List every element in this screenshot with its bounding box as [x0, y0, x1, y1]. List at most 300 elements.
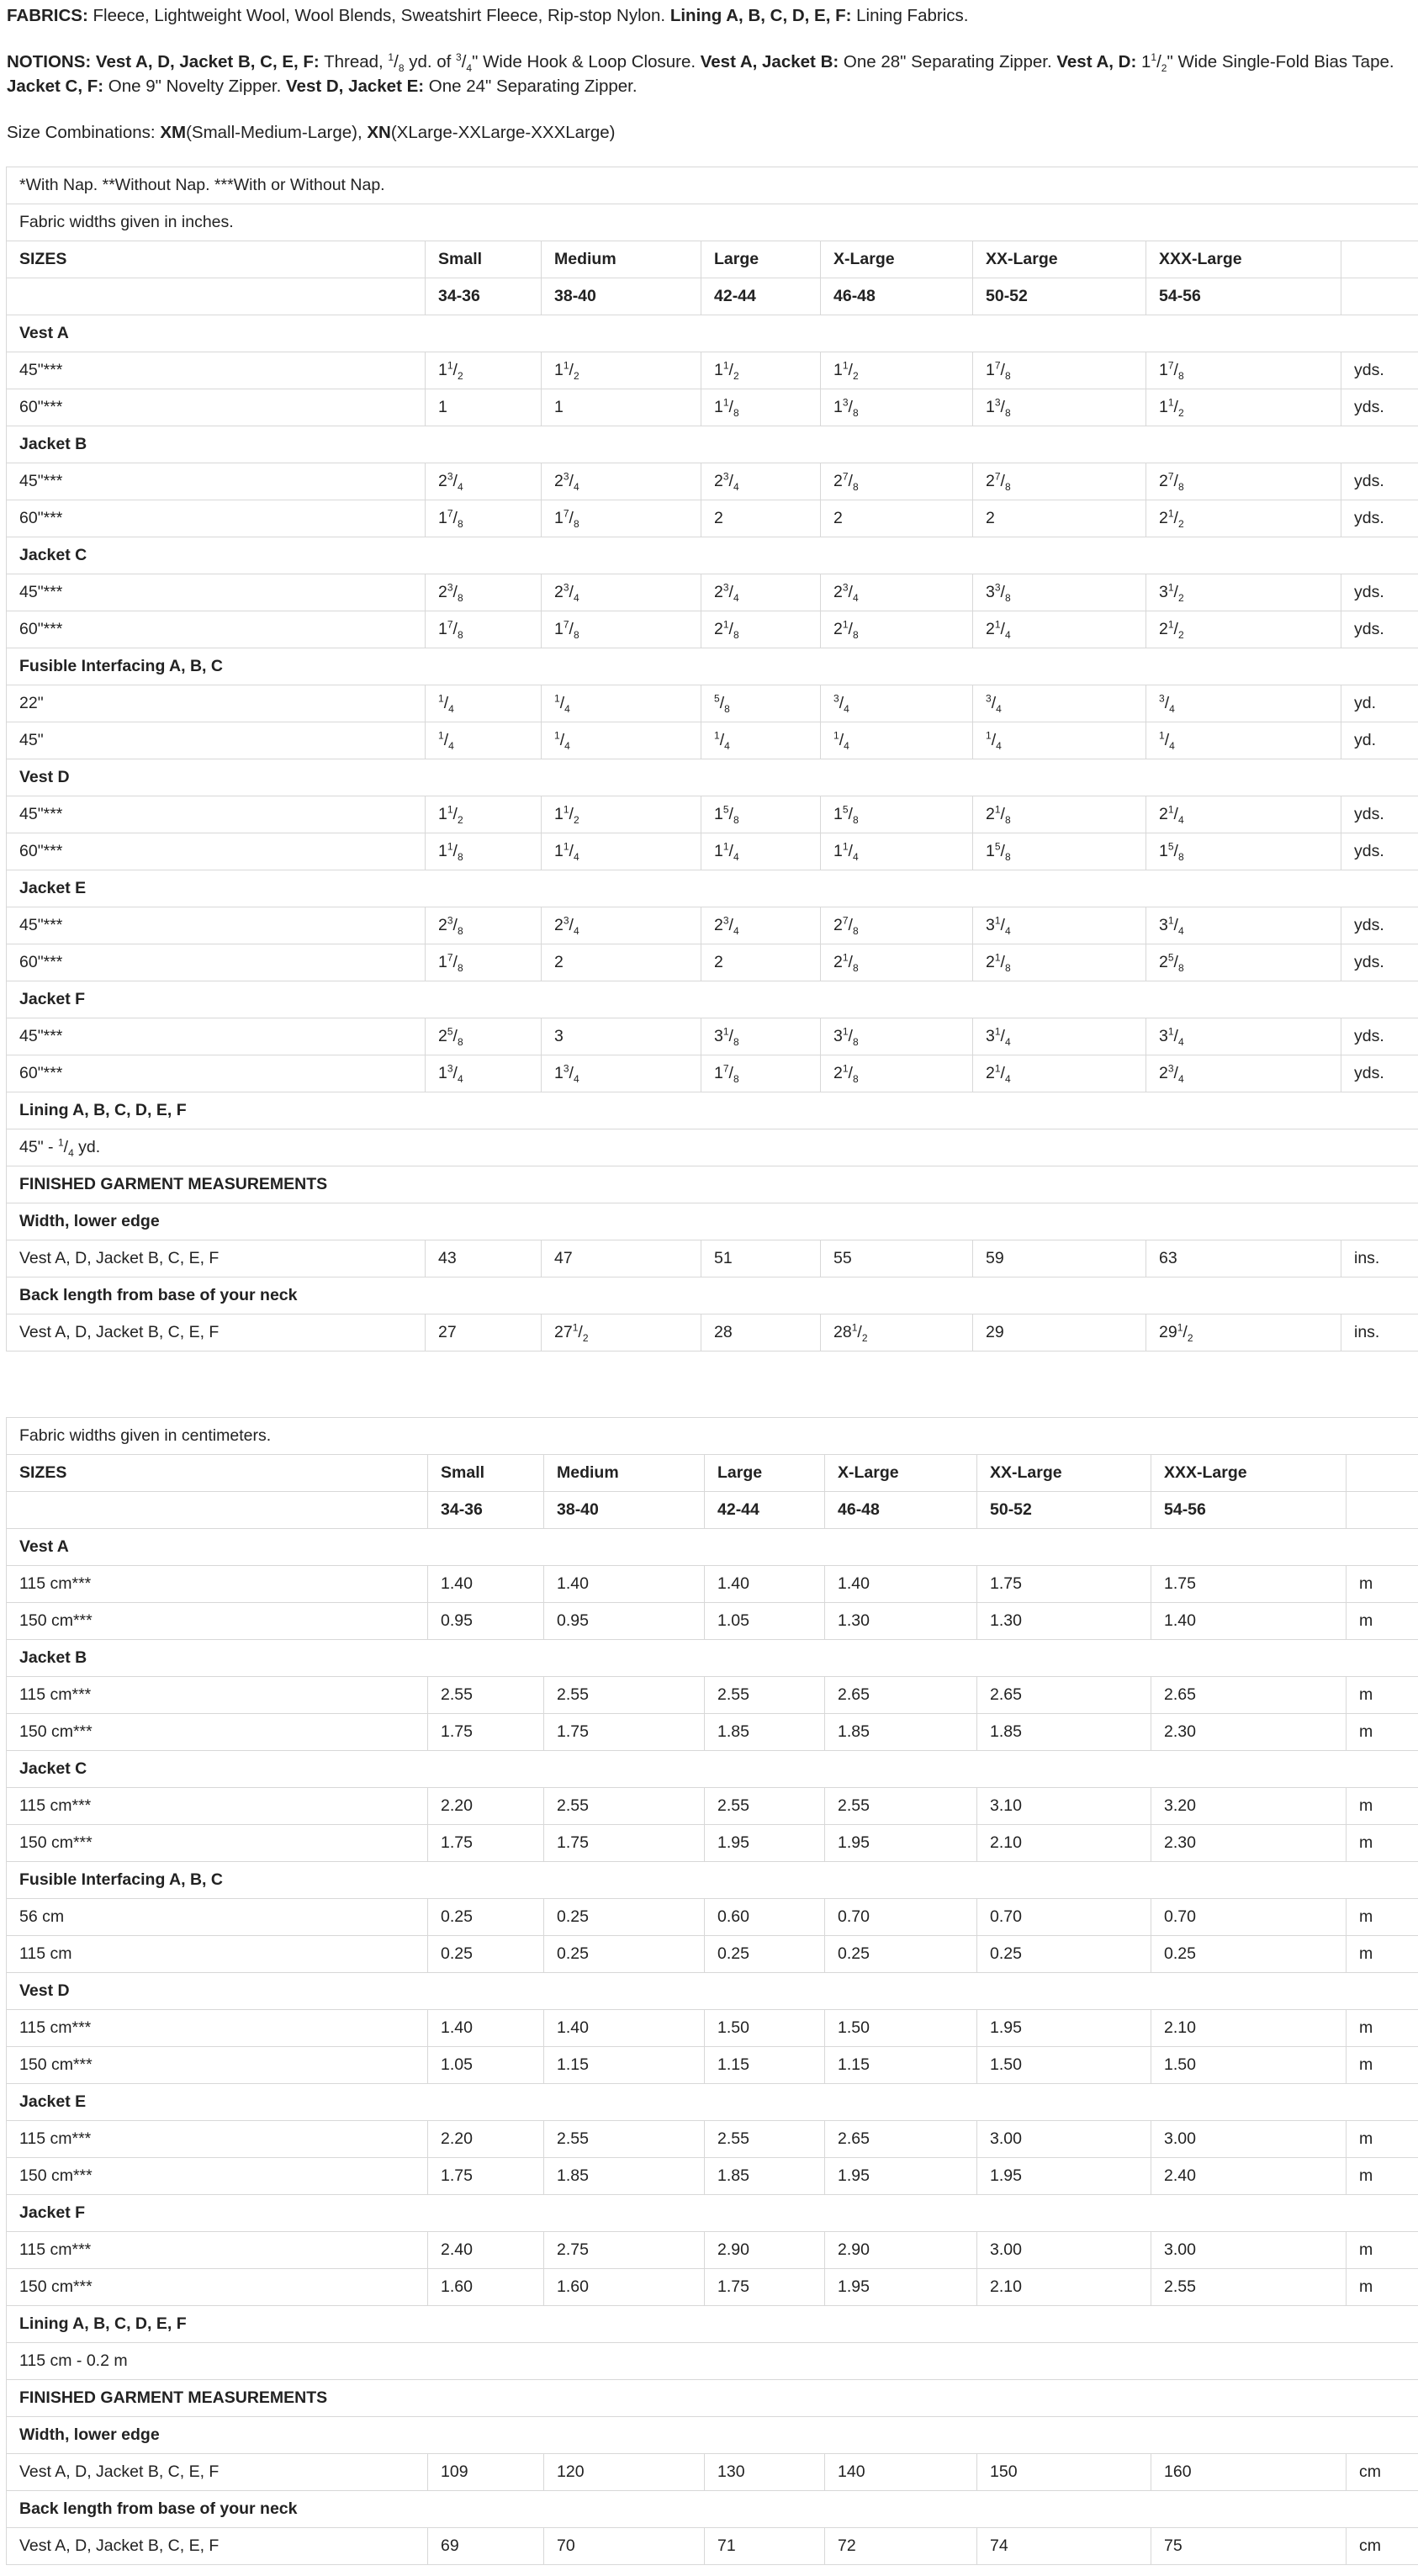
- unit-cell: m: [1347, 2010, 1418, 2047]
- unit-cell: yd.: [1341, 685, 1418, 722]
- table-row: [7, 1566, 1418, 1603]
- unit-header-cell: [1347, 1455, 1418, 1492]
- value-cell: $^1/_4$: [973, 722, 1146, 759]
- unit-cell: m: [1347, 1788, 1418, 1825]
- value-cell: $1^1/_4$: [542, 833, 701, 870]
- section-row: [7, 1862, 1418, 1899]
- header-row: [7, 1492, 1418, 1529]
- unit-cell: m: [1347, 2121, 1418, 2158]
- section-heading: Lining A, B, C, D, E, F: [7, 2306, 1418, 2343]
- value-cell: 1.95: [825, 1825, 977, 1862]
- value-cell: $1^1/_4$: [821, 833, 973, 870]
- row-label: 56 cm: [7, 1899, 428, 1936]
- section-row: [7, 648, 1418, 685]
- table-row: [7, 2121, 1418, 2158]
- value-cell: 1.85: [705, 2158, 825, 2195]
- section-heading: Back length from base of your neck: [7, 1277, 1418, 1314]
- value-cell: 2: [542, 944, 701, 981]
- value-cell: 2: [821, 500, 973, 537]
- table-row: [7, 611, 1418, 648]
- value-cell: $2^1/_8$: [701, 611, 821, 648]
- table-row: [7, 1677, 1418, 1714]
- value-cell: $2^3/_4$: [701, 463, 821, 500]
- unit-header-cell: [1341, 278, 1418, 315]
- row-label: 60"***: [7, 389, 426, 426]
- unit-cell: yds.: [1341, 389, 1418, 426]
- unit-cell: yds.: [1341, 500, 1418, 537]
- value-cell: $2^1/_2$: [1146, 611, 1341, 648]
- value-cell: $1^7/_8$: [1146, 352, 1341, 389]
- section-heading: Vest A: [7, 1529, 1418, 1566]
- size-header-cell: XXX-Large: [1151, 1455, 1347, 1492]
- size-header-cell: XXX-Large: [1146, 241, 1341, 278]
- value-cell: $1^7/_8$: [701, 1055, 821, 1092]
- value-cell: 1.85: [825, 1714, 977, 1751]
- table-row: [7, 2528, 1418, 2565]
- section-row: [7, 2084, 1418, 2121]
- size-header-cell: X-Large: [821, 241, 973, 278]
- value-cell: 1.85: [977, 1714, 1151, 1751]
- size-header-cell: 42-44: [701, 278, 821, 315]
- yardage-table-inches: [6, 167, 1418, 1351]
- value-cell: 69: [428, 2528, 544, 2565]
- value-cell: $2^3/_8$: [426, 574, 542, 611]
- note-cell: *With Nap. **Without Nap. ***With or Without Nap.: [7, 167, 1418, 204]
- unit-cell: m: [1347, 1677, 1418, 1714]
- value-cell: $1^7/_8$: [426, 611, 542, 648]
- bold-label: FABRICS:: [7, 6, 88, 25]
- yardage-table-centimeters: [6, 1417, 1418, 2565]
- value-cell: $1^1/_2$: [426, 796, 542, 833]
- size-header-cell: X-Large: [825, 1455, 977, 1492]
- row-label: 150 cm***: [7, 2269, 428, 2306]
- value-cell: 1.40: [544, 1566, 705, 1603]
- value-cell: $1^7/_8$: [973, 352, 1146, 389]
- section-row: [7, 2491, 1418, 2528]
- unit-cell: m: [1347, 2269, 1418, 2306]
- value-cell: $^1/_4$: [1146, 722, 1341, 759]
- row-label: 60"***: [7, 944, 426, 981]
- value-cell: $3^3/_8$: [973, 574, 1146, 611]
- row-label: 45"***: [7, 907, 426, 944]
- section-row: [7, 537, 1418, 574]
- unit-cell: yds.: [1341, 796, 1418, 833]
- value-cell: $1^1/_8$: [426, 833, 542, 870]
- row-label: 150 cm***: [7, 1825, 428, 1862]
- value-cell: 28: [701, 1314, 821, 1351]
- value-cell: 1.95: [705, 1825, 825, 1862]
- value-cell: $1^7/_8$: [426, 500, 542, 537]
- value-cell: $2^3/_4$: [701, 574, 821, 611]
- row-label: 60"***: [7, 1055, 426, 1092]
- text-run: Size Combinations:: [7, 123, 161, 142]
- note-row: [7, 204, 1418, 241]
- table-row: [7, 796, 1418, 833]
- text-run: (Small-Medium-Large),: [186, 123, 368, 142]
- value-cell: 130: [705, 2454, 825, 2491]
- value-cell: 1.40: [825, 1566, 977, 1603]
- text-run: One 9" Novelty Zipper.: [103, 77, 287, 96]
- value-cell: $^1/_4$: [542, 722, 701, 759]
- value-cell: 3.00: [1151, 2232, 1347, 2269]
- row-label: Vest A, D, Jacket B, C, E, F: [7, 1240, 426, 1277]
- value-cell: 47: [542, 1240, 701, 1277]
- value-cell: 71: [705, 2528, 825, 2565]
- value-cell: 1.95: [977, 2010, 1151, 2047]
- value-cell: 0.70: [1151, 1899, 1347, 1936]
- value-cell: $2^5/_8$: [1146, 944, 1341, 981]
- value-cell: 2.65: [825, 2121, 977, 2158]
- value-cell: 43: [426, 1240, 542, 1277]
- value-cell: 2: [701, 944, 821, 981]
- value-cell: $2^1/_8$: [973, 796, 1146, 833]
- value-cell: 27: [426, 1314, 542, 1351]
- unit-header-cell: [1347, 1492, 1418, 1529]
- section-row: [7, 1973, 1418, 2010]
- value-cell: $1^5/_8$: [973, 833, 1146, 870]
- value-cell: $3^1/_8$: [821, 1018, 973, 1055]
- value-cell: 2.65: [1151, 1677, 1347, 1714]
- section-heading: FINISHED GARMENT MEASUREMENTS: [7, 2380, 1418, 2417]
- value-cell: 1: [542, 389, 701, 426]
- table-row: [7, 2158, 1418, 2195]
- value-cell: 55: [821, 1240, 973, 1277]
- value-cell: $1^5/_8$: [1146, 833, 1341, 870]
- bold-label: NOTIONS: Vest A, D, Jacket B, C, E, F:: [7, 52, 320, 71]
- unit-cell: m: [1347, 1936, 1418, 1973]
- table-row: [7, 1603, 1418, 1640]
- value-cell: 63: [1146, 1240, 1341, 1277]
- size-header-cell: XX-Large: [973, 241, 1146, 278]
- value-cell: 72: [825, 2528, 977, 2565]
- row-label: 45"***: [7, 574, 426, 611]
- table-row: [7, 1788, 1418, 1825]
- unit-cell: m: [1347, 2158, 1418, 2195]
- unit-cell: m: [1347, 1899, 1418, 1936]
- value-cell: 1.05: [428, 2047, 544, 2084]
- value-cell: 1.50: [825, 2010, 977, 2047]
- note-row: [7, 1418, 1418, 1455]
- value-cell: 0.25: [428, 1936, 544, 1973]
- value-cell: 1.40: [705, 1566, 825, 1603]
- table-row: [7, 500, 1418, 537]
- section-heading: Jacket E: [7, 870, 1418, 907]
- unit-cell: yds.: [1341, 907, 1418, 944]
- note-row: [7, 2343, 1418, 2380]
- sizes-label: SIZES: [7, 1455, 428, 1492]
- value-cell: $^1/_4$: [701, 722, 821, 759]
- value-cell: 1.40: [544, 2010, 705, 2047]
- value-cell: $2^5/_8$: [426, 1018, 542, 1055]
- value-cell: 70: [544, 2528, 705, 2565]
- value-cell: 1.75: [428, 1825, 544, 1862]
- value-cell: 3.00: [1151, 2121, 1347, 2158]
- row-label: 115 cm***: [7, 1566, 428, 1603]
- value-cell: $3^1/_4$: [1146, 1018, 1341, 1055]
- value-cell: 1.40: [428, 1566, 544, 1603]
- value-cell: $2^1/_4$: [973, 1055, 1146, 1092]
- value-cell: $2^1/_4$: [973, 611, 1146, 648]
- section-row: [7, 981, 1418, 1018]
- header-row: [7, 1455, 1418, 1492]
- size-header-cell: 54-56: [1151, 1492, 1347, 1529]
- value-cell: 2.55: [705, 1677, 825, 1714]
- row-label: 45"***: [7, 352, 426, 389]
- note-row: [7, 1129, 1418, 1166]
- table-row: [7, 907, 1418, 944]
- row-label: 115 cm***: [7, 1788, 428, 1825]
- unit-cell: yds.: [1341, 352, 1418, 389]
- bold-label: XN: [367, 123, 391, 142]
- table-row: [7, 463, 1418, 500]
- value-cell: $1^3/_4$: [426, 1055, 542, 1092]
- note-cell: 45" - $^1/_4$ yd.: [7, 1129, 1418, 1166]
- section-row: [7, 426, 1418, 463]
- bold-label: Vest A, D:: [1056, 52, 1137, 71]
- value-cell: $1^1/_8$: [701, 389, 821, 426]
- unit-cell: yds.: [1341, 833, 1418, 870]
- value-cell: 2.30: [1151, 1714, 1347, 1751]
- value-cell: 120: [544, 2454, 705, 2491]
- section-heading: Jacket C: [7, 1751, 1418, 1788]
- bold-label: Vest D, Jacket E:: [286, 77, 425, 96]
- value-cell: $3^1/_4$: [1146, 907, 1341, 944]
- value-cell: $2^7/_8$: [821, 907, 973, 944]
- table-row: [7, 944, 1418, 981]
- value-cell: $2^7/_8$: [821, 463, 973, 500]
- section-row: [7, 759, 1418, 796]
- table-row: [7, 2232, 1418, 2269]
- row-label: 45"***: [7, 1018, 426, 1055]
- section-row: [7, 2417, 1418, 2454]
- row-label: 115 cm: [7, 1936, 428, 1973]
- value-cell: 1.05: [705, 1603, 825, 1640]
- value-cell: $2^1/_8$: [821, 1055, 973, 1092]
- value-cell: $1^1/_4$: [701, 833, 821, 870]
- value-cell: 1.15: [705, 2047, 825, 2084]
- row-label: 60"***: [7, 500, 426, 537]
- unit-cell: yds.: [1341, 574, 1418, 611]
- value-cell: 0.95: [544, 1603, 705, 1640]
- value-cell: $^5/_8$: [701, 685, 821, 722]
- row-label: 150 cm***: [7, 1603, 428, 1640]
- unit-header-cell: [1341, 241, 1418, 278]
- text-run: Thread, $^1/_8$ yd. of $^3/_4$" Wide Hook & Loop Closure.: [319, 51, 701, 75]
- bold-label: Lining A, B, C, D, E, F:: [669, 6, 852, 25]
- value-cell: 1.50: [705, 2010, 825, 2047]
- section-heading: Vest D: [7, 759, 1418, 796]
- value-cell: $2^1/_4$: [1146, 796, 1341, 833]
- table-row: [7, 2047, 1418, 2084]
- note-cell: Fabric widths given in centimeters.: [7, 1418, 1418, 1455]
- note-cell: 115 cm - 0.2 m: [7, 2343, 1418, 2380]
- table-row: [7, 1825, 1418, 1862]
- value-cell: 1.85: [705, 1714, 825, 1751]
- section-row: [7, 2306, 1418, 2343]
- value-cell: 3.00: [977, 2121, 1151, 2158]
- row-label: 115 cm***: [7, 2232, 428, 2269]
- value-cell: 1.50: [977, 2047, 1151, 2084]
- bold-label: Jacket C, F:: [7, 77, 104, 96]
- value-cell: 0.25: [705, 1936, 825, 1973]
- row-label: 115 cm***: [7, 2010, 428, 2047]
- section-row: [7, 315, 1418, 352]
- size-header-cell: Small: [428, 1455, 544, 1492]
- section-row: [7, 1640, 1418, 1677]
- value-cell: 1.40: [428, 2010, 544, 2047]
- text-run: Lining Fabrics.: [851, 6, 969, 25]
- section-heading: Vest A: [7, 315, 1418, 352]
- value-cell: $2^1/_2$: [1146, 500, 1341, 537]
- text-run: $1^1/_2$" Wide Single-Fold Bias Tape.: [1136, 51, 1394, 75]
- value-cell: $^3/_4$: [821, 685, 973, 722]
- section-heading: Back length from base of your neck: [7, 2491, 1418, 2528]
- value-cell: $1^1/_2$: [821, 352, 973, 389]
- size-header-cell: 54-56: [1146, 278, 1341, 315]
- value-cell: 0.95: [428, 1603, 544, 1640]
- value-cell: 3: [542, 1018, 701, 1055]
- value-cell: 2.10: [1151, 2010, 1347, 2047]
- value-cell: 1.75: [428, 2158, 544, 2195]
- value-cell: 1.30: [825, 1603, 977, 1640]
- value-cell: 2.55: [825, 1788, 977, 1825]
- row-label: Vest A, D, Jacket B, C, E, F: [7, 1314, 426, 1351]
- value-cell: 3.20: [1151, 1788, 1347, 1825]
- value-cell: $1^1/_2$: [542, 796, 701, 833]
- value-cell: $2^1/_8$: [821, 944, 973, 981]
- value-cell: $28^1/_2$: [821, 1314, 973, 1351]
- value-cell: 2.55: [428, 1677, 544, 1714]
- value-cell: $2^7/_8$: [1146, 463, 1341, 500]
- value-cell: $3^1/_8$: [701, 1018, 821, 1055]
- value-cell: $^1/_4$: [542, 685, 701, 722]
- value-cell: 1.15: [825, 2047, 977, 2084]
- value-cell: 0.25: [544, 1899, 705, 1936]
- value-cell: 2.55: [544, 1677, 705, 1714]
- size-header-cell: 50-52: [973, 278, 1146, 315]
- value-cell: 2.55: [1151, 2269, 1347, 2306]
- note-cell: Fabric widths given in inches.: [7, 204, 1418, 241]
- value-cell: $2^3/_4$: [701, 907, 821, 944]
- notions-paragraph: [7, 50, 1411, 98]
- value-cell: 2.55: [544, 1788, 705, 1825]
- row-label: 45"***: [7, 796, 426, 833]
- value-cell: 1.60: [544, 2269, 705, 2306]
- section-row: [7, 2195, 1418, 2232]
- sizes-label: SIZES: [7, 241, 426, 278]
- value-cell: 0.70: [825, 1899, 977, 1936]
- section-row: [7, 870, 1418, 907]
- value-cell: $2^3/_4$: [821, 574, 973, 611]
- unit-cell: m: [1347, 1825, 1418, 1862]
- value-cell: 2.55: [544, 2121, 705, 2158]
- unit-cell: yds.: [1341, 1055, 1418, 1092]
- section-heading: Jacket B: [7, 1640, 1418, 1677]
- section-row: [7, 1277, 1418, 1314]
- section-row: [7, 2380, 1418, 2417]
- value-cell: 2.90: [825, 2232, 977, 2269]
- row-label: 45"***: [7, 463, 426, 500]
- text-run: One 24" Separating Zipper.: [424, 77, 638, 96]
- value-cell: $^3/_4$: [1146, 685, 1341, 722]
- value-cell: 0.60: [705, 1899, 825, 1936]
- section-row: [7, 1203, 1418, 1240]
- header-row: [7, 278, 1418, 315]
- value-cell: 75: [1151, 2528, 1347, 2565]
- value-cell: $1^3/_4$: [542, 1055, 701, 1092]
- value-cell: $1^1/_2$: [542, 352, 701, 389]
- value-cell: $3^1/_4$: [973, 1018, 1146, 1055]
- unit-cell: yds.: [1341, 463, 1418, 500]
- value-cell: 2.55: [705, 2121, 825, 2158]
- value-cell: 2.20: [428, 1788, 544, 1825]
- value-cell: 0.25: [544, 1936, 705, 1973]
- value-cell: $27^1/_2$: [542, 1314, 701, 1351]
- size-header-cell: 46-48: [825, 1492, 977, 1529]
- value-cell: 1.40: [1151, 1603, 1347, 1640]
- size-combinations-paragraph: [7, 120, 1411, 145]
- value-cell: 1.50: [1151, 2047, 1347, 2084]
- pattern-intro: [0, 0, 1418, 145]
- value-cell: 0.25: [428, 1899, 544, 1936]
- row-label: 22": [7, 685, 426, 722]
- value-cell: 1.95: [977, 2158, 1151, 2195]
- section-heading: Jacket F: [7, 2195, 1418, 2232]
- value-cell: $2^3/_4$: [1146, 1055, 1341, 1092]
- value-cell: 2.65: [825, 1677, 977, 1714]
- unit-cell: cm: [1347, 2528, 1418, 2565]
- value-cell: $2^3/_8$: [426, 907, 542, 944]
- unit-cell: cm: [1347, 2454, 1418, 2491]
- size-header-cell: Medium: [544, 1455, 705, 1492]
- section-heading: Fusible Interfacing A, B, C: [7, 648, 1418, 685]
- value-cell: 1.75: [977, 1566, 1151, 1603]
- value-cell: 74: [977, 2528, 1151, 2565]
- section-heading: Jacket E: [7, 2084, 1418, 2121]
- size-header-cell: 42-44: [705, 1492, 825, 1529]
- row-label: 60"***: [7, 611, 426, 648]
- value-cell: $3^1/_4$: [973, 907, 1146, 944]
- unit-cell: yds.: [1341, 944, 1418, 981]
- section-heading: Jacket C: [7, 537, 1418, 574]
- table-spacer: [0, 1351, 1418, 1417]
- section-heading: FINISHED GARMENT MEASUREMENTS: [7, 1166, 1418, 1203]
- row-label: 150 cm***: [7, 2047, 428, 2084]
- table-row: [7, 389, 1418, 426]
- value-cell: 1.85: [544, 2158, 705, 2195]
- value-cell: $2^3/_4$: [426, 463, 542, 500]
- value-cell: 2: [701, 500, 821, 537]
- size-header-cell: Large: [705, 1455, 825, 1492]
- section-heading: Width, lower edge: [7, 1203, 1418, 1240]
- value-cell: 1.75: [428, 1714, 544, 1751]
- text-run: Fleece, Lightweight Wool, Wool Blends, Sweatshirt Fleece, Rip-stop Nylon.: [87, 6, 670, 25]
- value-cell: $1^3/_8$: [821, 389, 973, 426]
- row-label: 45": [7, 722, 426, 759]
- value-cell: 109: [428, 2454, 544, 2491]
- value-cell: $2^1/_8$: [821, 611, 973, 648]
- bold-label: XM: [160, 123, 187, 142]
- unit-cell: ins.: [1341, 1240, 1418, 1277]
- table-row: [7, 685, 1418, 722]
- header-row: [7, 241, 1418, 278]
- value-cell: $1^1/_2$: [701, 352, 821, 389]
- value-cell: 160: [1151, 2454, 1347, 2491]
- value-cell: $1^1/_2$: [1146, 389, 1341, 426]
- fabrics-paragraph: [7, 3, 1411, 28]
- section-row: [7, 1092, 1418, 1129]
- value-cell: 51: [701, 1240, 821, 1277]
